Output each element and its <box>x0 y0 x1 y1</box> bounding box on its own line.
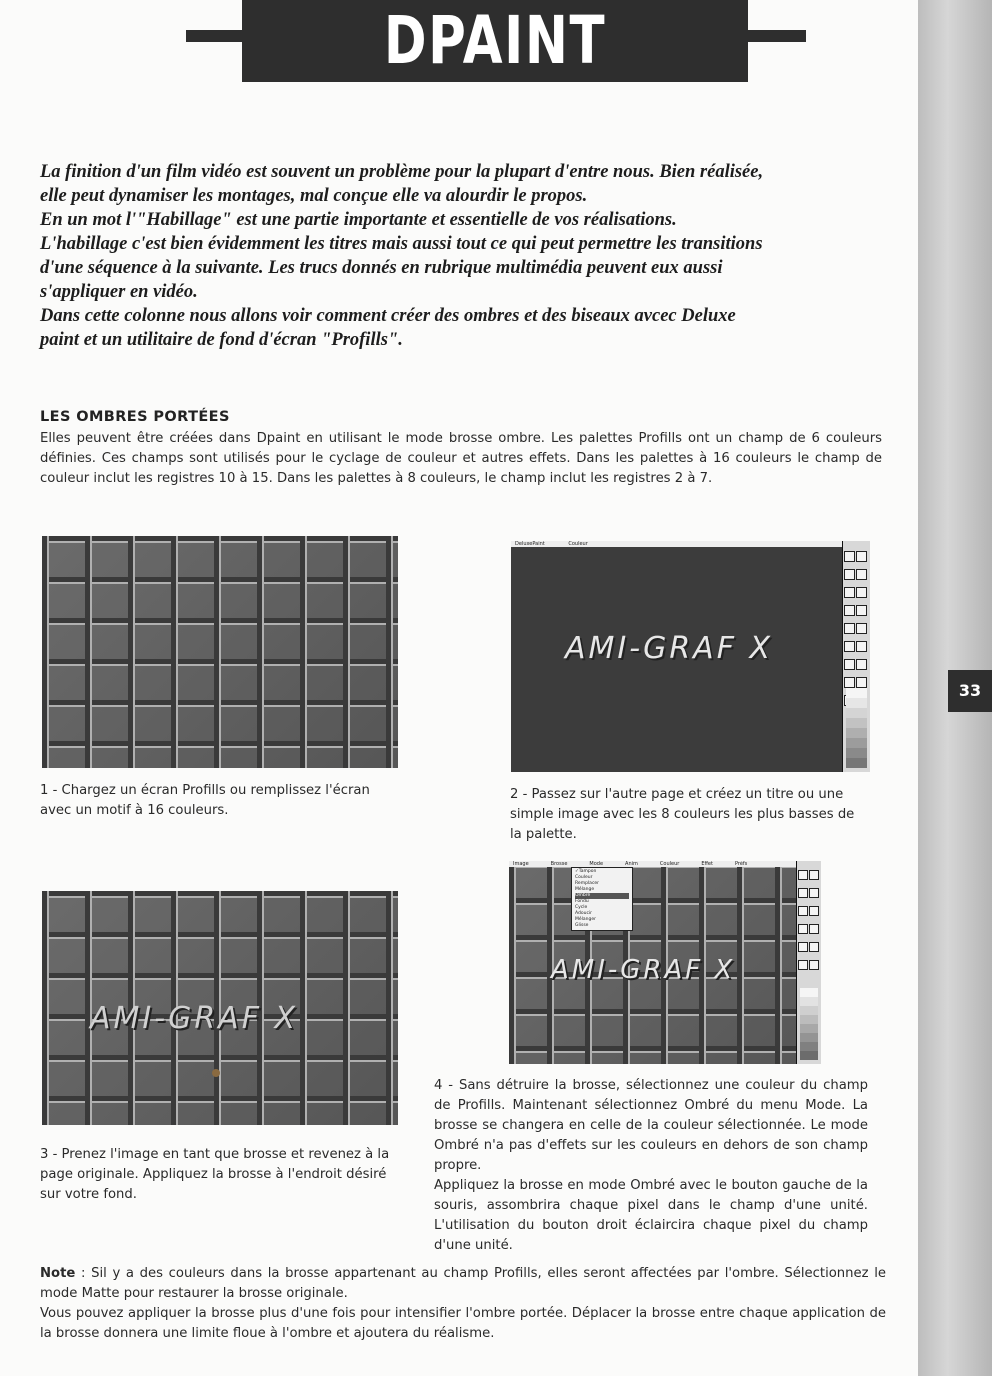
caption-3: 3 - Prenez l'image en tant que brosse et revenez à la page originale. Appliquez la brosse à l'endroit désiré sur votre fond. <box>40 1147 390 1202</box>
menu-label: Brosse <box>550 861 568 867</box>
screenshot-3-brush-applied <box>42 891 398 1125</box>
menu-label: Effet <box>701 861 713 867</box>
intro-text <box>40 160 860 352</box>
menu-label: Image <box>513 861 529 867</box>
title-text-overlay: AMI-GRAF X <box>565 631 774 666</box>
dropdown-item: Fondu <box>575 899 589 904</box>
intro-line: Dans cette colonne nous allons voir comment créer des ombres et des biseaux avcec Deluxe <box>40 306 736 326</box>
dropdown-item: Remplacer <box>575 881 600 886</box>
intro-line: En un mot l'"Habillage" est une partie importante et essentielle de vos réalisations. <box>40 210 677 230</box>
title-bar-right <box>748 30 806 42</box>
menu-label: DeluxePaint <box>515 541 545 547</box>
title-text-overlay: AMI-GRAF X <box>90 1001 299 1036</box>
dropdown-item: ✓Tampon <box>575 869 597 874</box>
intro-line: s'appliquer en vidéo. <box>40 282 198 302</box>
note-block <box>40 1264 886 1344</box>
caption-1: 1 - Chargez un écran Profills ou remplissez l'écran avec un motif à 16 couleurs. <box>40 783 370 818</box>
screenshot-2-dpaint <box>511 541 870 772</box>
page-number: 33 <box>948 670 992 712</box>
dpaint-toolbar <box>842 541 870 772</box>
caption-4-part-1: 4 - Sans détruire la brosse, sélectionnez une couleur du champ de Profills. Maintenant sélectionnez Ombré du menu Mode. La brosse se changera en celle de la couleur sélectionnée. Le mode Ombré n'a pas d'effets sur les couleurs en dehors de son champ propre. <box>434 1078 868 1173</box>
menu-label: Mode <box>589 861 604 867</box>
caption-2: 2 - Passez sur l'autre page et créez un titre ou une simple image avec les 8 couleurs les plus basses de la palette. <box>510 787 855 842</box>
menu-label: Couleur <box>568 541 588 547</box>
dropdown-item: Mélange <box>575 887 595 892</box>
screenshot-4-shadow-mode <box>509 861 821 1064</box>
dropdown-item: Adoucir <box>575 911 593 916</box>
dpaint-toolbar <box>796 861 821 1064</box>
menu-label: Préfs <box>734 861 748 867</box>
section-paragraph: Elles peuvent être créées dans Dpaint en utilisant le mode brosse ombre. Les palettes Profills ont un champ de 6 couleurs définies. Ces champs sont utilisés pour le cyclage de couleur et autres effets. Dans les palettes à 16 couleurs le champ de couleur inclut les registres 10 à 15. Dans les palettes à 8 couleurs, le champ inclut les registres 2 à 7. <box>40 431 882 486</box>
screenshot-1-grid <box>42 536 398 768</box>
section-title: LES OMBRES PORTÉES <box>40 409 230 425</box>
title-bar-left <box>186 30 242 42</box>
dropdown-item: Ombré <box>575 893 629 899</box>
intro-line: elle peut dynamiser les montages, mal conçue elle va alourdir le propos. <box>40 186 588 206</box>
page-title-block <box>242 0 748 82</box>
note-label: Note <box>40 1266 76 1281</box>
intro-line: L'habillage c'est bien évidemment les titres mais aussi tout ce qui peut permettre les transitions <box>40 234 763 254</box>
dpaint-palette <box>800 988 818 1060</box>
mark <box>212 1069 220 1077</box>
intro-line: paint et un utilitaire de fond d'écran "Profills". <box>40 330 403 350</box>
note-text-1: : Sil y a des couleurs dans la brosse appartenant au champ Profills, elles seront affectées par l'ombre. Sélectionnez le mode Matte pour restaurer la brosse originale. <box>40 1266 886 1301</box>
note-paragraph-2: Vous pouvez appliquer la brosse plus d'une fois pour intensifier l'ombre portée. Déplacer la brosse entre chaque application de la brosse donnera une limite floue à l'ombre et ajoutera du réalisme. <box>40 1306 886 1341</box>
menu-label: Anim <box>625 861 638 867</box>
mode-dropdown <box>571 867 633 931</box>
screenshot-2-menubar <box>511 541 870 547</box>
intro-line: La finition d'un film vidéo est souvent un problème pour la plupart d'entre nous. Bien réalisée, <box>40 162 764 182</box>
dropdown-item: Couleur <box>575 875 593 880</box>
intro-line: d'une séquence à la suivante. Les trucs donnés en rubrique multimédia peuvent eux aussi <box>40 258 723 278</box>
caption-4 <box>434 1076 868 1256</box>
dropdown-item: Cycle <box>575 905 588 910</box>
page-title: DPAINT <box>383 2 607 79</box>
caption-4-part-2: Appliquez la brosse en mode Ombré avec le bouton gauche de la souris, assombrira chaque pixel dans le champ d'une unité. L'utilisation du bouton droit éclaircira chaque pixel du champ d'une unité. <box>434 1178 868 1253</box>
dropdown-item: Glisse <box>575 923 589 928</box>
screenshot-4-menubar <box>509 861 821 867</box>
dpaint-palette <box>846 688 867 768</box>
title-text-overlay: AMI-GRAF X <box>551 955 736 985</box>
menu-label: Couleur <box>659 861 680 867</box>
note-paragraph-1 <box>40 1264 886 1304</box>
dropdown-item: Mélanger <box>575 917 596 922</box>
